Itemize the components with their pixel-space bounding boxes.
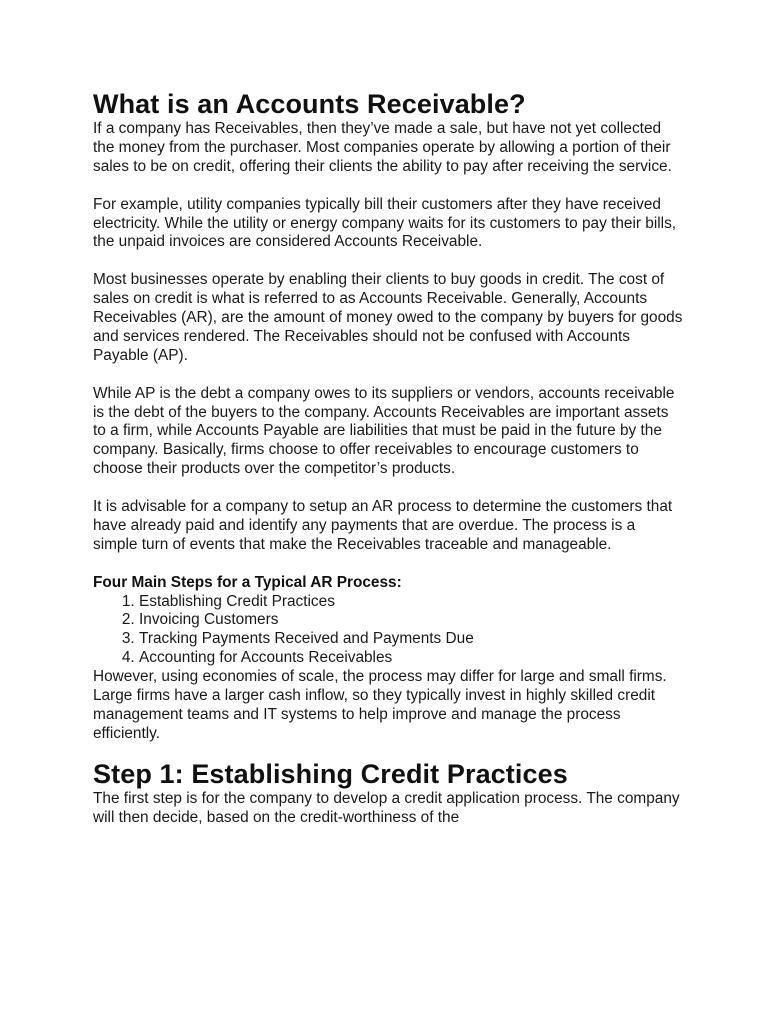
document-page <box>93 88 683 828</box>
steps-heading: Four Main Steps for a Typical AR Process: <box>93 573 402 591</box>
paragraph-after-steps: However, using economies of scale, the process may differ for large and small firms. Large firms have a larger cash inflow, so they typically invest in highly skilled credit management teams and IT systems to help improve and manage the process efficiently. <box>93 668 667 742</box>
paragraph-4: While AP is the debt a company owes to its suppliers or vendors, accounts receivable is the debt of the buyers to the company. Accounts Receivables are important assets to a firm, while Accounts Payable are liabilities that must be paid in the future by the company. Basically, firms choose to offer receivables to encourage customers to choose their products over the competitor’s products. <box>93 384 675 478</box>
list-item: 2. Invoicing Customers <box>139 611 683 630</box>
paragraph-gap <box>93 366 683 385</box>
steps-list <box>93 593 683 669</box>
paragraph-step-1: The first step is for the company to develop a credit application process. The company will then decide, based on the credit-worthiness of the <box>93 789 680 826</box>
paragraph-gap <box>93 252 683 271</box>
paragraph-3: Most businesses operate by enabling their clients to buy goods in credit. The cost of sales on credit is what is referred to as Accounts Receivable. Generally, Accounts Receivables (AR), are the amount of money owed to the company by buyers for goods and services rendered. The Receivables should not be confused with Accounts Payable (AP). <box>93 271 683 364</box>
paragraph-gap <box>93 479 683 498</box>
list-item: 1. Establishing Credit Practices <box>139 593 683 612</box>
paragraph-2: For example, utility companies typically bill their customers after they have received electricity. While the utility or energy company waits for its customers to pay their bills, the unpaid invoices are considered Accounts Receivable. <box>93 195 677 251</box>
section-title-step-1: Step 1: Establishing Credit Practices <box>93 758 568 789</box>
paragraph-5: It is advisable for a company to setup an AR process to determine the customers that have already paid and identify any payments that are overdue. The process is a simple turn of events that make the Receivables traceable and manageable. <box>93 498 673 553</box>
list-item: 4. Accounting for Accounts Receivables <box>139 649 683 668</box>
paragraph-1: If a company has Receivables, then they’ve made a sale, but have not yet collected the money from the purchaser. Most companies operate by allowing a portion of their sales to be on credit, offering their clients the ability to pay after receiving the service. <box>93 120 672 175</box>
paragraph-gap <box>93 177 683 196</box>
paragraph-gap <box>93 555 683 574</box>
page-title: What is an Accounts Receivable? <box>93 89 526 119</box>
list-item: 3. Tracking Payments Received and Payments Due <box>139 630 683 649</box>
